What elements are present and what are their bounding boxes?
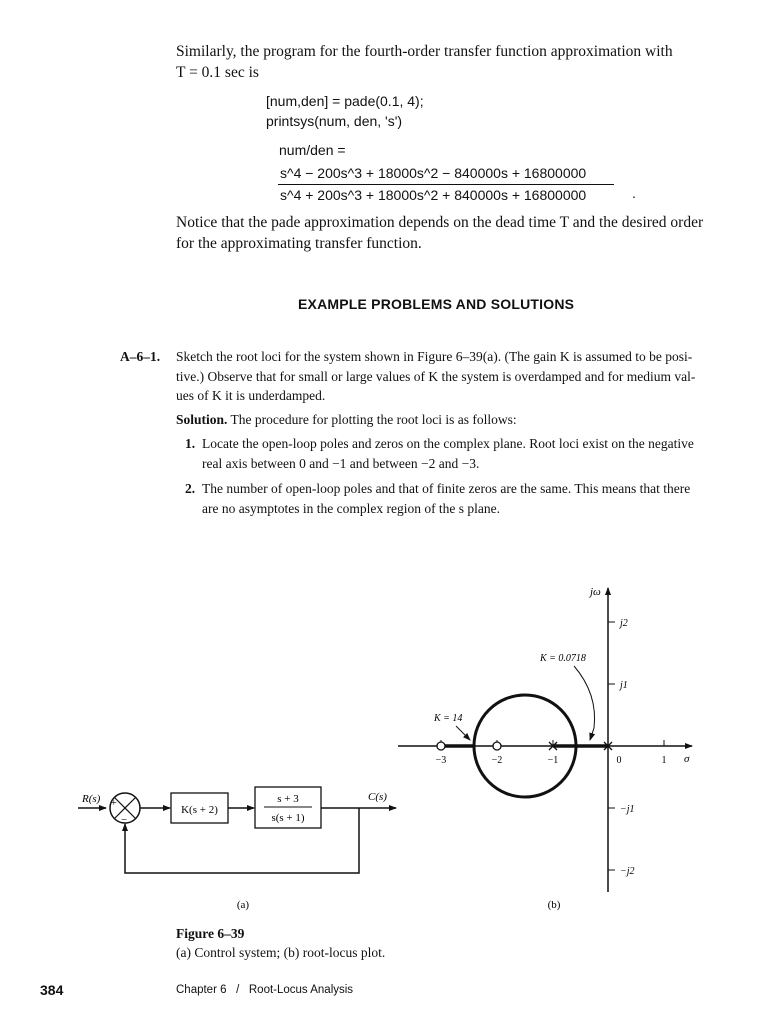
stray-dot: .	[632, 185, 636, 201]
controller-label: K(s + 2)	[181, 804, 218, 816]
output-label: C(s)	[368, 791, 387, 803]
code-denominator: s^4 + 200s^3 + 18000s^2 + 840000s + 16800000	[280, 187, 587, 203]
feedback-path	[125, 808, 359, 873]
code-line-2: printsys(num, den, 's')	[266, 113, 403, 129]
step-1-number: 1.	[185, 436, 196, 451]
tick-neg-j2: −j2	[620, 866, 635, 877]
tick-j1: j1	[620, 680, 628, 691]
tick-0: 0	[616, 755, 622, 766]
problem-label: A–6–1.	[120, 349, 161, 364]
intro-line-2: T = 0.1 sec is	[176, 64, 259, 81]
step-2-line-2: are no asymptotes in the complex region of the s plane.	[202, 501, 501, 516]
annotation-arrow-k-0718	[574, 666, 595, 740]
running-footer: Chapter 6 / Root-Locus Analysis	[176, 984, 354, 996]
annotation-arrow-k-14	[456, 726, 470, 740]
code-numerator: s^4 − 200s^3 + 18000s^2 − 840000s + 16800000	[280, 165, 587, 181]
tick-1: 1	[661, 755, 667, 766]
solution-label: Solution.	[176, 412, 228, 427]
problem-line-3: ues of K it is underdamped.	[176, 388, 326, 403]
code-line-3: num/den =	[279, 142, 346, 158]
caption-a: (a)	[236, 899, 250, 911]
step-1-line-1: Locate the open-loop poles and zeros on the complex plane. Root loci exist on the negative	[202, 436, 694, 451]
caption-b: (b)	[547, 899, 561, 911]
step-2-line-1: The number of open-loop poles and that of finite zeros are the same. This means that there	[202, 481, 691, 496]
solution-text: The procedure for plotting the root loci is as follows:	[230, 412, 517, 427]
tick-neg-3: −3	[435, 755, 447, 766]
annotation-k-14: K = 14	[434, 713, 463, 724]
minus-sign: −	[121, 814, 128, 826]
figure-caption: (a) Control system; (b) root-locus plot.	[176, 945, 386, 960]
plant-numerator: s + 3	[277, 793, 299, 805]
jw-label: jω	[590, 586, 601, 598]
zero-marker-neg-2	[493, 742, 501, 750]
code-line-1: [num,den] = pade(0.1, 4);	[266, 93, 424, 109]
zero-marker-neg-3	[437, 742, 445, 750]
plus-sign: +	[111, 798, 117, 809]
tick-j2: j2	[620, 618, 628, 629]
section-heading: EXAMPLE PROBLEMS AND SOLUTIONS	[298, 296, 575, 312]
tick-neg-2: −2	[491, 755, 503, 766]
block-diagram	[78, 787, 396, 911]
notice-line-2: for the approximating transfer function.	[176, 235, 422, 252]
figure-label: Figure 6–39	[176, 926, 245, 941]
step-1-line-2: real axis between 0 and −1 and between −2 and −3.	[202, 456, 480, 471]
problem-line-1: Sketch the root loci for the system shown in Figure 6–39(a). (The gain K is assumed to be posi-	[176, 349, 693, 364]
problem-line-2: tive.) Observe that for small or large values of K the system is overdamped and for medium val-	[176, 369, 696, 384]
figure-6-39	[0, 570, 768, 920]
plant-denominator: s(s + 1)	[271, 812, 305, 824]
intro-line-1: Similarly, the program for the fourth-order transfer function approximation with	[176, 43, 673, 60]
input-label: R(s)	[82, 793, 101, 805]
root-locus-plot	[398, 586, 692, 911]
tick-neg-j1: −j1	[620, 804, 635, 815]
solution-intro	[176, 409, 517, 430]
sigma-label: σ	[684, 753, 690, 765]
notice-line-1: Notice that the pade approximation depends on the dead time T and the desired order	[176, 214, 704, 231]
page-number: 384	[40, 982, 64, 998]
annotation-k-0718: K = 0.0718	[540, 653, 586, 664]
step-2-number: 2.	[185, 481, 196, 496]
tick-neg-1: −1	[547, 755, 559, 766]
